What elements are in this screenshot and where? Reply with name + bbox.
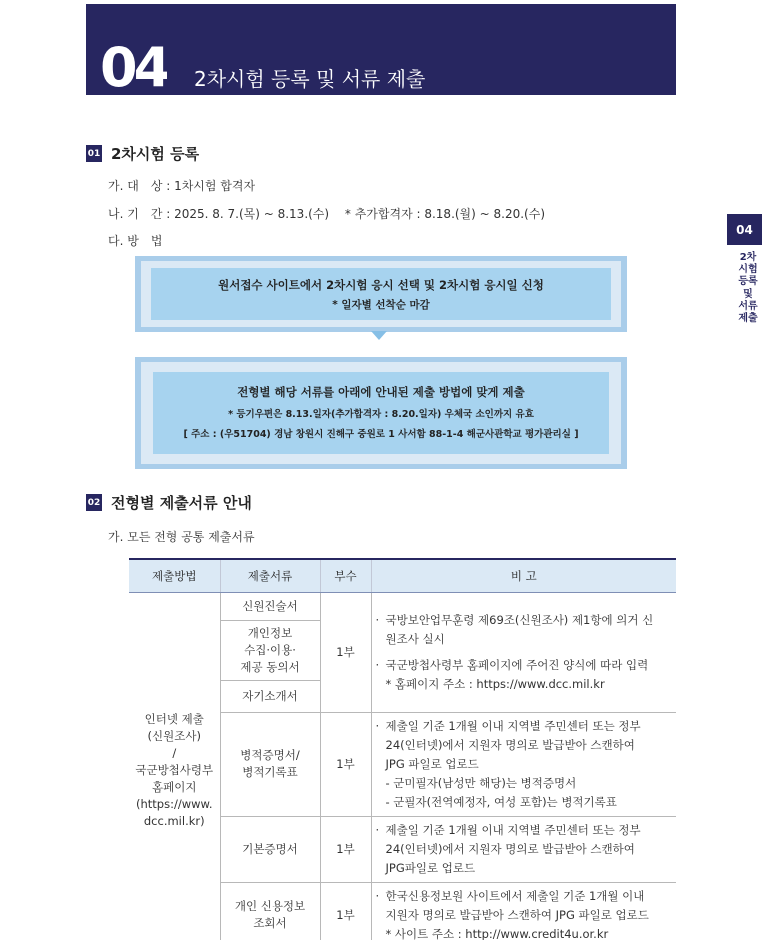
section-heading-2 (86, 492, 252, 513)
flow-step-2 (135, 357, 627, 469)
target-line: 가. 대 상 : 1차시험 합격자 (108, 179, 256, 193)
table-row (129, 592, 676, 620)
chapter-title: 2차시험 등록 및 서류 제출 (194, 67, 426, 91)
document-text: 제공 동의서 (240, 659, 300, 674)
remarks-cell (371, 882, 676, 940)
document-cell (220, 712, 320, 816)
remark-text: 국군방첩사령부 홈페이지에 주어진 양식에 따라 입력 (385, 657, 649, 672)
subsection-label: 가. 모든 전형 공통 제출서류 (108, 530, 255, 544)
copies-cell: 1부 (320, 592, 371, 712)
section-heading-1 (86, 143, 199, 164)
side-chapter-tab[interactable]: 04 (727, 214, 762, 245)
flow-step-2-address: [ 주소 : (우51704) 경남 창원시 진해구 중원로 1 사서함 88-1-4 해군사관학교 평가관리실 ] (183, 429, 579, 440)
remark-text: JPG파일로 업로드 (385, 860, 476, 875)
remark-item (376, 611, 671, 649)
remark-item (376, 717, 671, 774)
remark-text: 국방보안업무훈령 제69조(신원조사) 제1항에 의거 신 (385, 612, 654, 627)
document-text: 병적증명서/ (240, 748, 300, 762)
chapter-number: 04 (100, 36, 168, 95)
section-badge: 02 (86, 494, 102, 511)
section-title: 전형별 제출서류 안내 (111, 494, 252, 512)
remark-sub: - 군미필자(남성만 해당)는 병적증명서 (385, 775, 577, 790)
remark-text: JPG 파일로 업로드 (385, 756, 479, 771)
header-copies: 부수 (320, 559, 371, 592)
document-text: 수집·이용· (244, 642, 296, 657)
submission-method-cell (129, 592, 220, 940)
section-badge: 01 (86, 145, 102, 162)
header-method: 제출방법 (129, 559, 220, 592)
flow-step-1-main: 원서접수 사이트에서 2차시험 응시 선택 및 2차시험 응시일 신청 (218, 278, 544, 292)
copies-cell: 1부 (320, 816, 371, 882)
method-line: (https://www. (135, 796, 213, 811)
remark-url: * 홈페이지 주소 : https://www.dcc.mil.kr (385, 676, 605, 691)
bullet: · (375, 657, 380, 672)
method-line: (신원조사) (147, 728, 201, 743)
flow-step-1-note: * 일자별 선착순 마감 (332, 299, 430, 311)
header-document: 제출서류 (220, 559, 320, 592)
remarks-cell (371, 816, 676, 882)
document-text: 개인정보 (247, 625, 293, 640)
document-cell (220, 882, 320, 940)
section-title: 2차시험 등록 (111, 145, 200, 163)
remark-text: 제출일 기준 1개월 이내 지역별 주민센터 또는 정부 (385, 718, 641, 733)
document-text: 조회서 (253, 916, 287, 930)
bullet: · (375, 612, 380, 627)
remark-sub: - 군필자(전역예정자, 여성 포함)는 병적기록표 (385, 794, 617, 809)
bullet: · (375, 718, 380, 733)
chapter-header (86, 4, 676, 95)
period-line: 나. 기 간 : 2025. 8. 7.(목) ~ 8.13.(수) * 추가합격자 : 8.18.(월) ~ 8.20.(수) (108, 207, 546, 221)
table-header-row (129, 559, 676, 592)
copies-cell: 1부 (320, 882, 371, 940)
documents-table (129, 558, 676, 940)
flow-step-2-content (153, 372, 609, 454)
remark-item (376, 656, 671, 675)
flow-step-1-content (151, 268, 611, 320)
remark-text: 제출일 기준 1개월 이내 지역별 주민센터 또는 정부 (385, 822, 641, 837)
document-cell (220, 620, 320, 680)
copies-cell: 1부 (320, 712, 371, 816)
remark-text: 한국신용정보원 사이트에서 제출일 기준 1개월 이내 (385, 888, 645, 903)
document-cell: 기본증명서 (220, 816, 320, 882)
remark-item (376, 887, 671, 925)
remark-url: * 사이트 주소 : http://www.credit4u.or.kr (385, 926, 609, 940)
header-remarks: 비 고 (371, 559, 676, 592)
document-cell: 자기소개서 (220, 680, 320, 712)
bullet: · (375, 822, 380, 837)
document-text: 개인 신용정보 (234, 899, 306, 913)
flow-step-2-note: * 등기우편은 8.13.일자(추가합격자 : 8.20.일자) 우체국 소인까지 유효 (228, 409, 534, 420)
remark-text: 24(인터넷)에서 지원자 명의로 발급받아 스캔하여 (385, 737, 635, 752)
flow-arrow-icon (371, 331, 387, 340)
document-cell: 신원진술서 (220, 592, 320, 620)
side-chapter-label: 2차시험등록 및 서류 제출 (738, 252, 758, 325)
remark-item (376, 821, 671, 878)
method-line: 인터넷 제출 (144, 711, 204, 726)
bullet: · (375, 888, 380, 903)
method-line: dcc.mil.kr) (143, 813, 205, 828)
method-line: 홈페이지 (152, 779, 197, 794)
flow-step-1 (135, 256, 627, 332)
remarks-cell (371, 712, 676, 816)
remarks-cell (371, 592, 676, 712)
remark-text: 원조사 실시 (385, 631, 445, 646)
method-line: 국군방첩사령부 (135, 762, 214, 777)
remark-text: 24(인터넷)에서 지원자 명의로 발급받아 스캔하여 (385, 841, 635, 856)
document-text: 병적기록표 (242, 765, 298, 779)
flow-step-2-main: 전형별 해당 서류를 아래에 안내된 제출 방법에 맞게 제출 (237, 385, 525, 399)
method-line: / (172, 745, 177, 760)
method-line: 다. 방 법 (108, 234, 163, 248)
remark-text: 지원자 명의로 발급받아 스캔하여 JPG 파일로 업로드 (385, 907, 649, 922)
